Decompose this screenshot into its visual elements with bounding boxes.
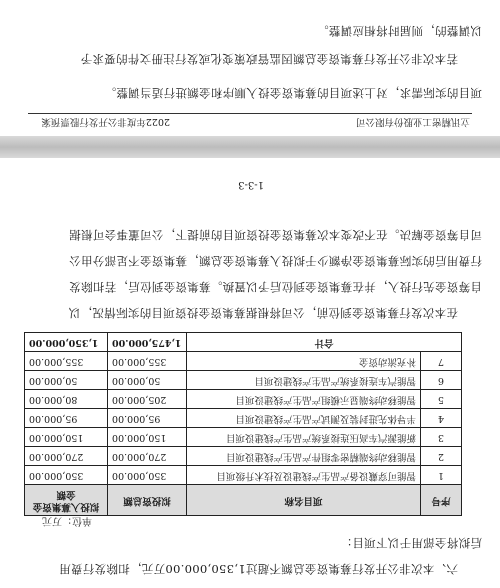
unit-label: 单位：万元 — [42, 515, 92, 526]
table-row — [25, 390, 462, 409]
table-cell: 新能源汽车高压连接系统产品生产线建设项目 — [187, 428, 421, 447]
header-cell: 项目名称 — [187, 485, 421, 516]
table-total-row — [25, 333, 462, 352]
table-cell: 205,000.00 — [108, 390, 187, 409]
page-number: 1-3-3 — [238, 179, 264, 190]
header-cell: 拟投资总额 — [108, 485, 187, 516]
table-cell: 80,000.00 — [25, 390, 108, 409]
paragraph-line: 六、本次非公开发行募集资金总额不超过1,350,000.00万元，扣除发行费用 — [58, 562, 458, 576]
table-cell: 50,000.00 — [108, 371, 187, 390]
table-cell: 95,000.00 — [108, 409, 187, 428]
table-cell: 7 — [421, 352, 462, 371]
paragraph-line: 项目的实际需求，对上述项目的募集资金投入顺序和金额进行适当调整。 — [104, 86, 482, 100]
table-cell: 6 — [421, 371, 462, 390]
table-cell: 3 — [421, 428, 462, 447]
table-cell: 2 — [421, 447, 462, 466]
page-header-title: 2022年度非公开发行股票预案 — [41, 116, 170, 127]
table-cell: 4 — [421, 409, 462, 428]
paragraph-line: 行费用后的实际募集资金净额少于拟投入募集资金总额，募集资金不足部分由公 — [69, 254, 482, 268]
table-cell: 270,000.00 — [25, 447, 108, 466]
table-row — [25, 409, 462, 428]
header-cell: 序号 — [421, 485, 462, 516]
table-cell: 5 — [421, 390, 462, 409]
table-cell: 355,000.00 — [108, 352, 187, 371]
table-cell: 智能移动终端显示模组产品生产线建设项目 — [187, 390, 421, 409]
paragraph-line: 自筹资金先行投入，并在募集资金到位后予以置换。募集资金到位后，若扣除发 — [69, 280, 482, 294]
paragraph-line: 若本次非公开发行募集资金总额因监管政策变化或发行注册文件的要求予 — [80, 52, 458, 66]
paragraph-line: 以调整的，则届时将相应调整。 — [316, 24, 482, 38]
table-cell: 350,000.00 — [25, 466, 108, 485]
table-row — [25, 371, 462, 390]
table-cell: 95,000.00 — [25, 409, 108, 428]
total-cell: 1,350,000.00 — [25, 333, 108, 352]
table-row — [25, 428, 462, 447]
total-label: 合计 — [187, 333, 462, 352]
table-cell: 350,000.00 — [108, 466, 187, 485]
table-cell: 150,000.00 — [25, 428, 108, 447]
paragraph-line: 在本次发行募集资金到位前，公司将根据募集资金投资项目的实际情况，以 — [68, 306, 458, 320]
document-page — [0, 158, 500, 588]
table-cell: 智能可穿戴设备产品生产线建设及技术升级项目 — [187, 466, 421, 485]
header-cell: 拟投入募集资金金额 — [25, 485, 108, 516]
table-header-row — [25, 485, 462, 516]
table-cell: 智能移动终端精密零组件产品生产线建设项目 — [187, 447, 421, 466]
table-cell: 150,000.00 — [108, 428, 187, 447]
paragraph-line: 后拟将全部用于以下项目： — [340, 536, 482, 550]
table-row — [25, 447, 462, 466]
table-row — [25, 466, 462, 485]
fund-usage-table — [24, 332, 462, 516]
table-cell: 补充流动资金 — [187, 352, 421, 371]
total-cell: 1,475,000.00 — [108, 333, 187, 352]
table-cell: 1 — [421, 466, 462, 485]
document-page — [0, 0, 500, 136]
table-cell: 270,000.00 — [108, 447, 187, 466]
table-cell: 智能汽车连接系统产品生产线建设项目 — [187, 371, 421, 390]
table-row — [25, 352, 462, 371]
page-header-company: 立讯精密工业股份有限公司 — [355, 116, 470, 127]
table-cell: 半导体先进封装及测试产品生产线建设项目 — [187, 409, 421, 428]
paragraph-line: 司自筹资金解决。在不改变本次募集资金投资项目的前提下，公司董事会可根据 — [69, 228, 482, 242]
page-separator — [0, 136, 500, 158]
table-cell: 355,000.00 — [25, 352, 108, 371]
table-cell: 50,000.00 — [25, 371, 108, 390]
header-rule — [28, 113, 472, 114]
